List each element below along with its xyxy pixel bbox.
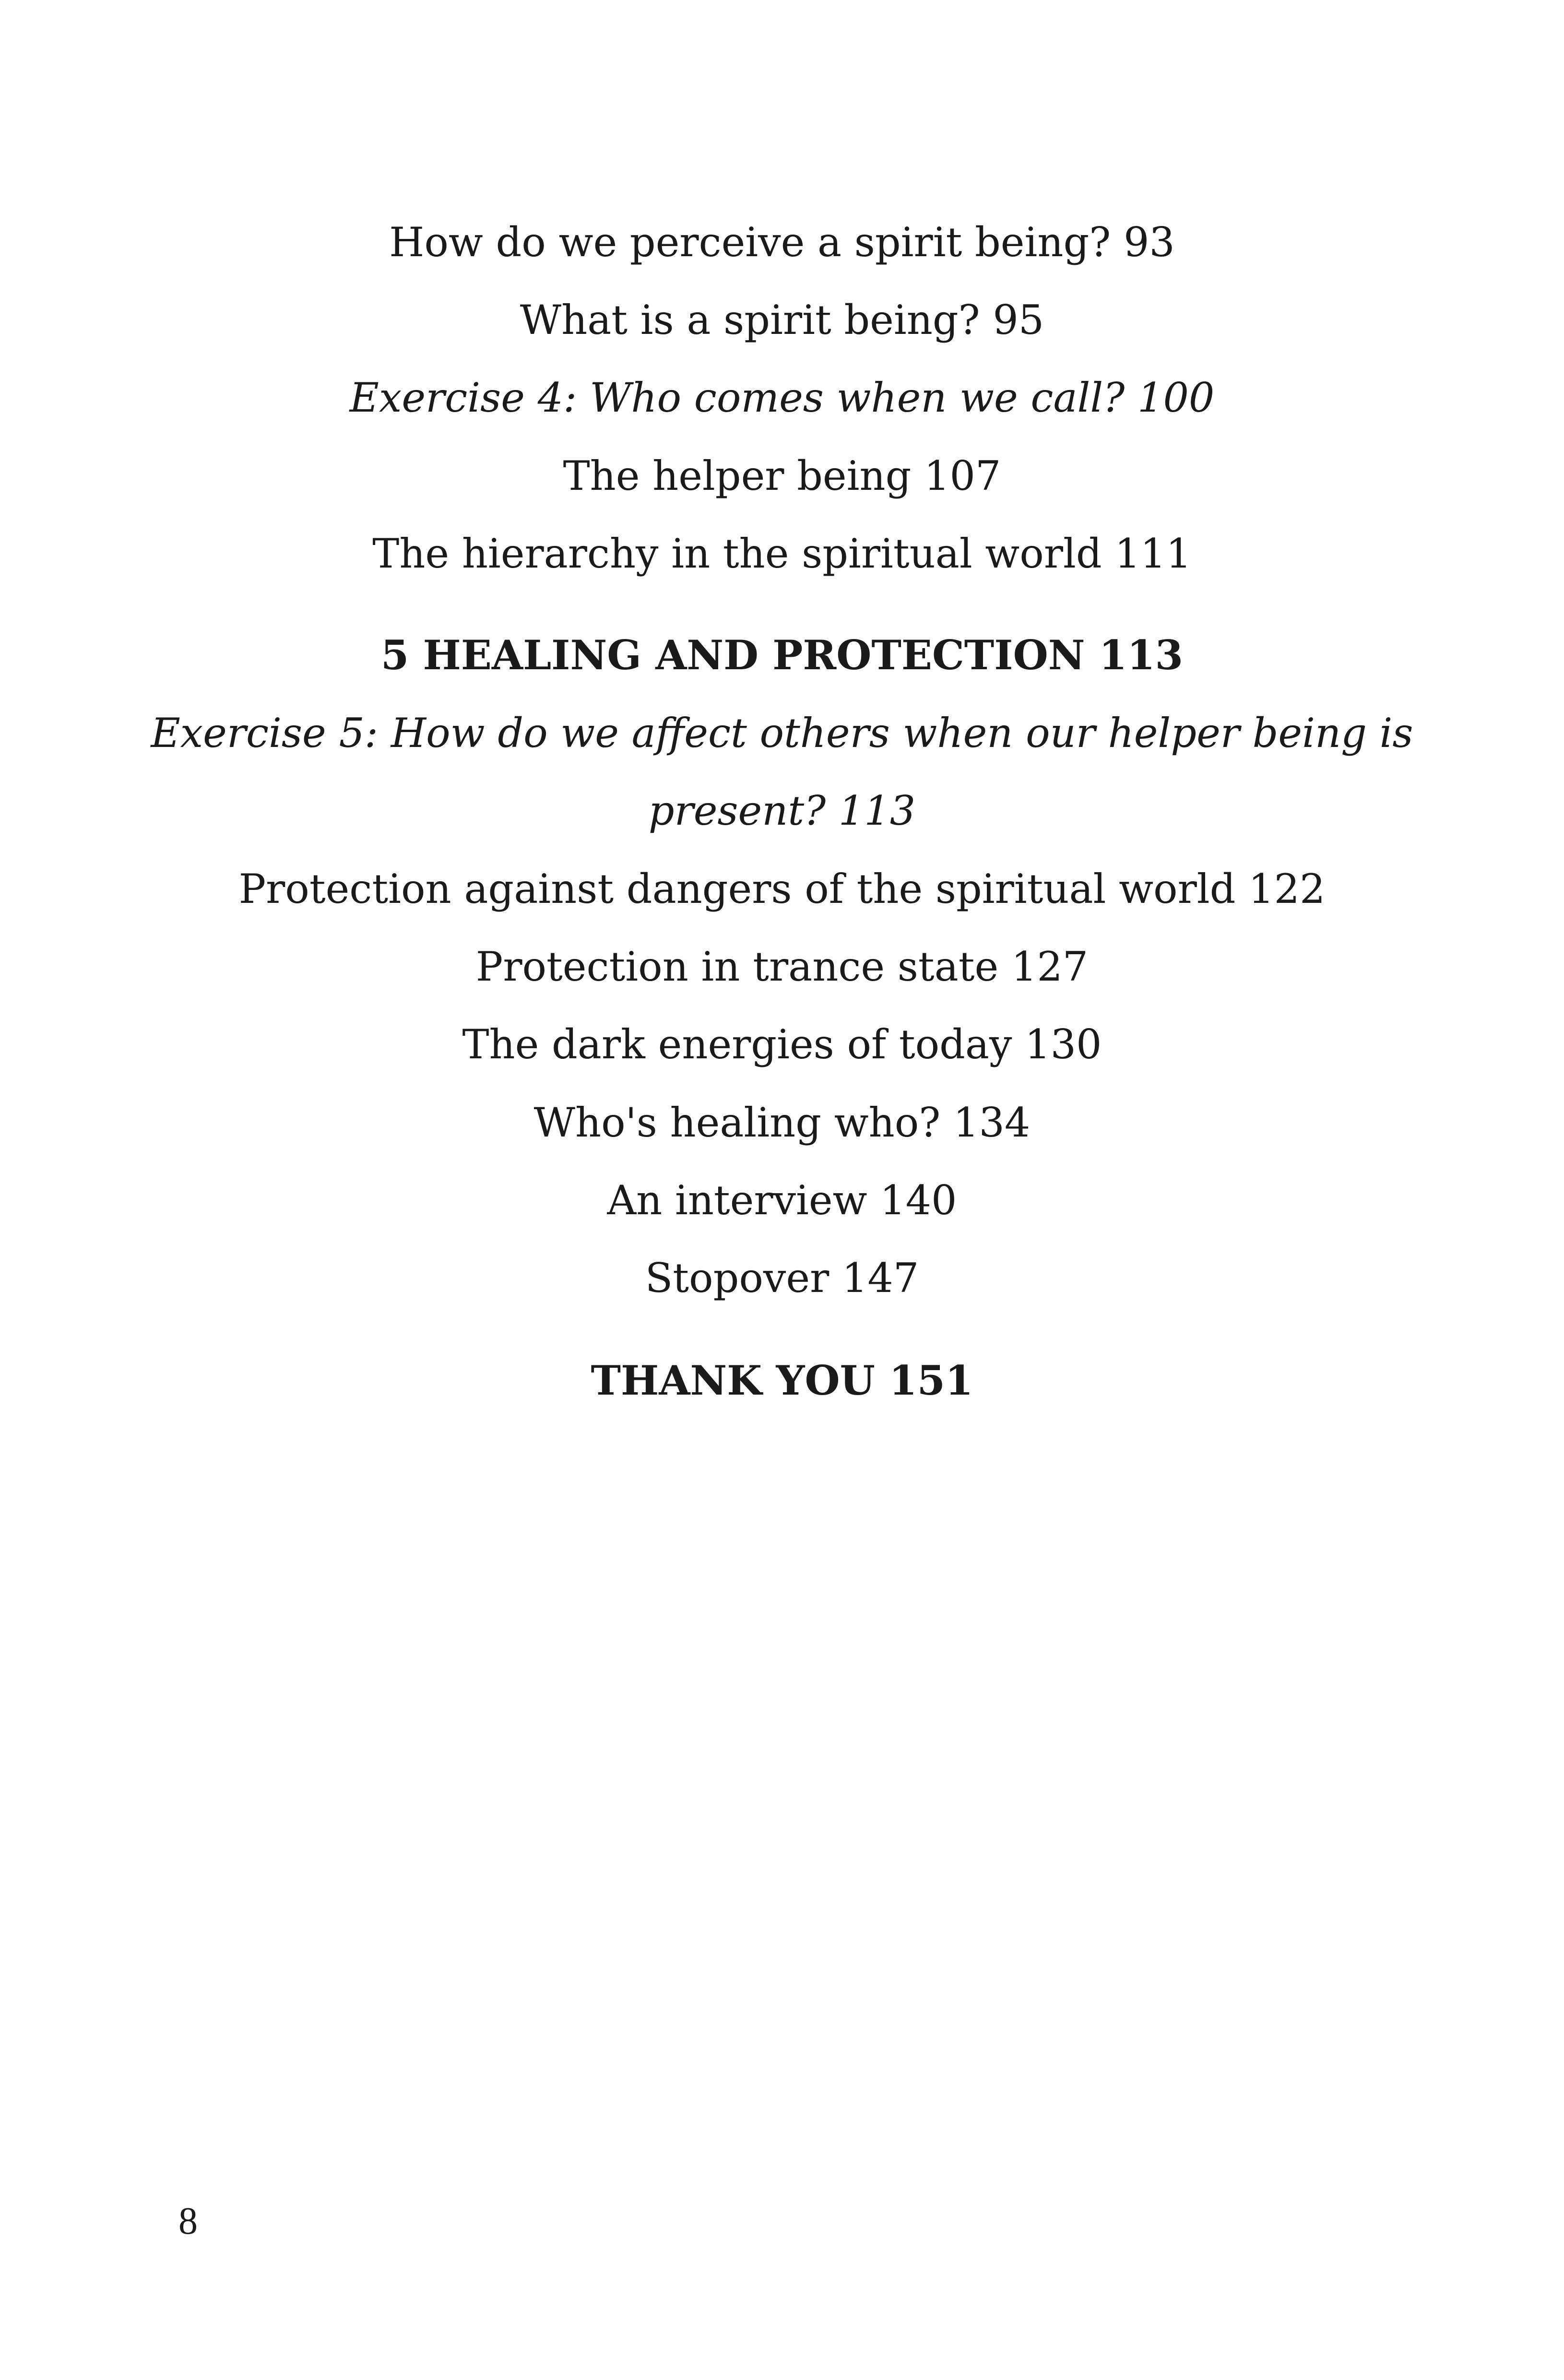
toc-entry: How do we perceive a spirit being? 93 <box>389 219 1175 266</box>
toc-entry: The dark energies of today 130 <box>462 1021 1102 1068</box>
toc-chapter-heading: 5 HEALING AND PROTECTION 113 <box>380 631 1184 679</box>
toc-entry: Stopover 147 <box>645 1255 919 1302</box>
toc-entry: The helper being 107 <box>563 452 1001 499</box>
toc-entry: An interview 140 <box>607 1177 957 1224</box>
toc-entry: Protection in trance state 127 <box>475 943 1089 990</box>
page-number: 8 <box>178 2200 198 2242</box>
toc-entry: Who's healing who? 134 <box>533 1099 1031 1146</box>
toc-entry-exercise: Exercise 4: Who comes when we call? 100 <box>349 374 1215 421</box>
toc-entry: The hierarchy in the spiritual world 111 <box>372 530 1192 577</box>
toc-entry-exercise: Exercise 5: How do we affect others when our helper being is <box>151 710 1413 757</box>
toc-entry-exercise-continued: present? 113 <box>648 787 916 834</box>
toc-entry: Protection against dangers of the spiritual world 122 <box>238 865 1326 912</box>
toc-entry: What is a spirit being? 95 <box>520 296 1044 343</box>
toc-chapter-heading: THANK YOU 151 <box>591 1357 973 1404</box>
